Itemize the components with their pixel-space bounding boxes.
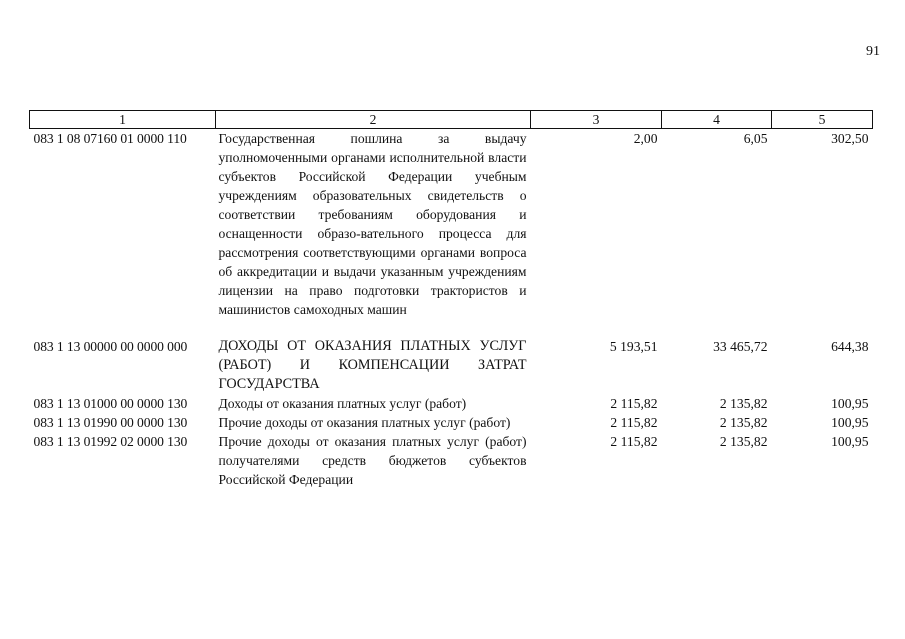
value-col-3: 2,00 [633, 131, 658, 146]
budget-code: 083 1 13 00000 00 0000 000 [33, 339, 188, 354]
header-col-3: 3 [531, 111, 662, 129]
table-row [30, 432, 873, 489]
value-col-5: 302,50 [831, 131, 869, 146]
header-col-5: 5 [772, 111, 873, 129]
value-col-4: 2 135,82 [719, 396, 768, 411]
value-col-3: 2 115,82 [610, 415, 658, 430]
header-col-2: 2 [216, 111, 531, 129]
value-col-4: 6,05 [743, 131, 768, 146]
table-row [30, 413, 873, 432]
value-col-4: 33 465,72 [713, 339, 768, 354]
revenue-name: Доходы от оказания платных услуг (работ) [218, 396, 467, 411]
value-col-5: 100,95 [831, 415, 869, 430]
table-row [30, 337, 873, 394]
value-col-5: 644,38 [831, 339, 869, 354]
revenue-name: ДОХОДЫ ОТ ОКАЗАНИЯ ПЛАТНЫХ УСЛУГ (РАБОТ) И КОМПЕНСАЦИИ ЗАТРАТ ГОСУДАРСТВА [218, 338, 527, 392]
budget-code: 083 1 13 01000 00 0000 130 [33, 396, 188, 411]
revenue-table [29, 110, 873, 489]
budget-code: 083 1 13 01990 00 0000 130 [33, 415, 188, 430]
value-col-4: 2 135,82 [719, 415, 768, 430]
row-spacer [30, 319, 873, 337]
value-col-3: 2 115,82 [610, 396, 658, 411]
value-col-5: 100,95 [831, 396, 869, 411]
table-header-row [30, 111, 873, 129]
value-col-5: 100,95 [831, 434, 869, 449]
table-row [30, 394, 873, 413]
revenue-name: Прочие доходы от оказания платных услуг (работ) [218, 415, 511, 430]
budget-code: 083 1 08 07160 01 0000 110 [33, 131, 187, 146]
header-col-4: 4 [662, 111, 772, 129]
value-col-3: 2 115,82 [610, 434, 658, 449]
value-col-4: 2 135,82 [719, 434, 768, 449]
revenue-name: Государственная пошлина за выдачу уполномоченными органами исполнительной власти субъектов Российской Федерации учебным учреждениям образовательных свидетельств о соответствии требованиям оборудования и оснащенности образо-вательного процесса для рассмотрения соответствующими органами вопроса об аккредитации и выдачи указанным учреждениям лицензии на право подготовки трактористов и машинистов самоходных машин [218, 131, 527, 317]
table-row [30, 129, 873, 320]
value-col-3: 5 193,51 [609, 339, 658, 354]
page-number: 91 [866, 44, 880, 59]
revenue-name: Прочие доходы от оказания платных услуг (работ) получателями средств бюджетов субъектов Российской Федерации [218, 434, 527, 487]
budget-code: 083 1 13 01992 02 0000 130 [33, 434, 188, 449]
header-col-1: 1 [30, 111, 216, 129]
